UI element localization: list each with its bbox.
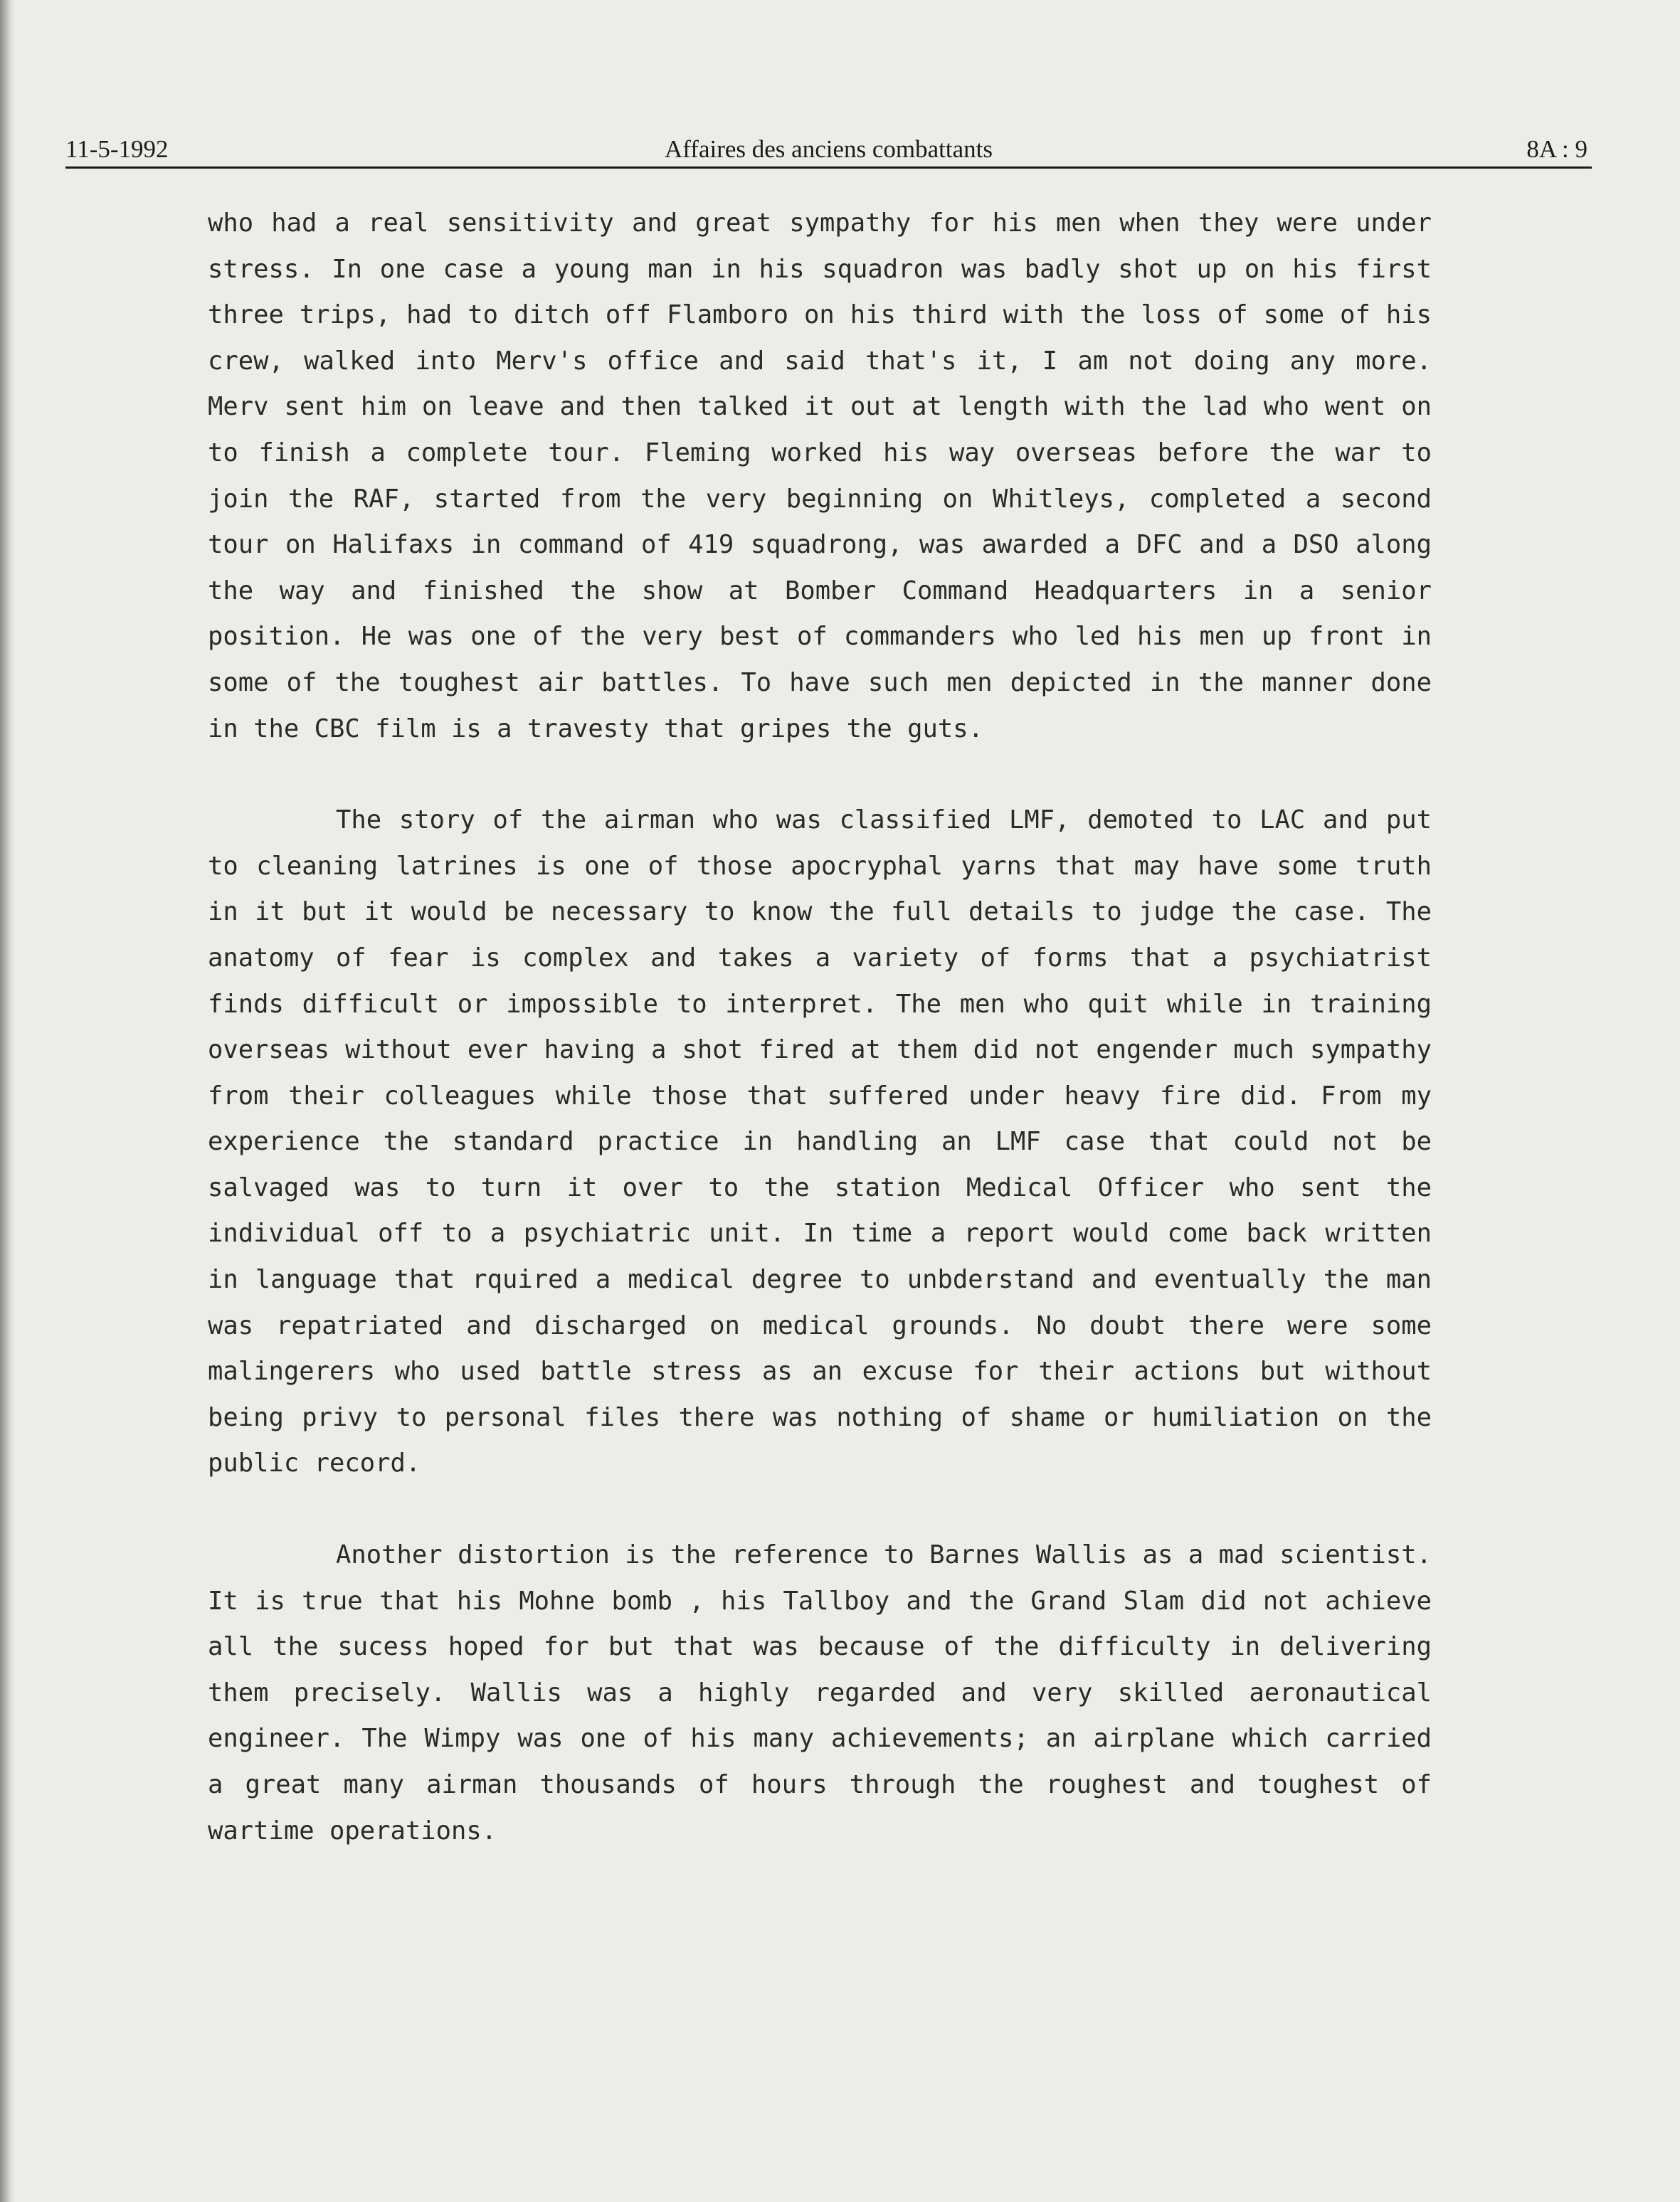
- page-header: [65, 132, 1592, 169]
- paragraph-3: [208, 1533, 1432, 1854]
- header-title: Affaires des anciens combattants: [665, 135, 993, 163]
- paragraph-2-text: The story of the airman who was classified LMF, demoted to LAC and put to cleaning latrines is one of those apocryphal yarns that may have some truth in it but it would be necessary to know the full details to judge the case. The anatomy of fear is complex and takes a variety of forms that a psychiatrist finds difficult or impossible to interpret. The men who quit while in training overseas without ever having a shot fired at them did not engender much sympathy from their colleagues while those that suffered under heavy fire did. From my experience the standard practice in handling an LMF case that could not be salvaged was to turn it over to the station Medical Officer who sent the individual off to a psychiatric unit. In time a report would come back written in language that rquired a medical degree to unbderstand and eventually the man was repatriated and discharged on medical grounds. No doubt there were some malingerers who used battle stress as an excuse for their actions but without being privy to personal files there was nothing of shame or humiliation on the public record.: [208, 805, 1432, 1478]
- paragraph-1-text: who had a real sensitivity and great sympathy for his men when they were under stress. In one case a young man in his squadron was badly shot up on his first three trips, had to ditch off Flamboro on his third with the loss of some of his crew, walked into Merv's office and said that's it, I am not doing any more. Merv sent him on leave and then talked it out at length with the lad who went on to finish a complete tour. Fleming worked his way overseas before the war to join the RAF, started from the very beginning on Whitleys, completed a second tour on Halifaxs in command of 419 squadrong, was awarded a DFC and a DSO along the way and finished the show at Bomber Command Headquarters in a senior position. He was one of the very best of commanders who led his men up front in some of the toughest air battles. To have such men depicted in the manner done in the CBC film is a travesty that gripes the guts.: [208, 208, 1432, 743]
- paragraph-2: [208, 798, 1432, 1487]
- header-page-number: 8A : 9: [1526, 135, 1587, 163]
- header-date: 11-5-1992: [65, 135, 169, 163]
- scan-edge-shadow: [0, 0, 14, 2202]
- paragraph-1: [208, 201, 1432, 752]
- paragraph-3-text: Another distortion is the reference to Barnes Wallis as a mad scientist. It is true that his Mohne bomb , his Tallboy and the Grand Slam did not achieve all the sucess hoped for but that was because of the difficulty in delivering them precisely. Wallis was a highly regarded and very skilled aeronautical engineer. The Wimpy was one of his many achievements; an airplane which carried a great many airman thousands of hours through the roughest and toughest of wartime operations.: [208, 1540, 1432, 1846]
- letter-body: [208, 201, 1432, 1854]
